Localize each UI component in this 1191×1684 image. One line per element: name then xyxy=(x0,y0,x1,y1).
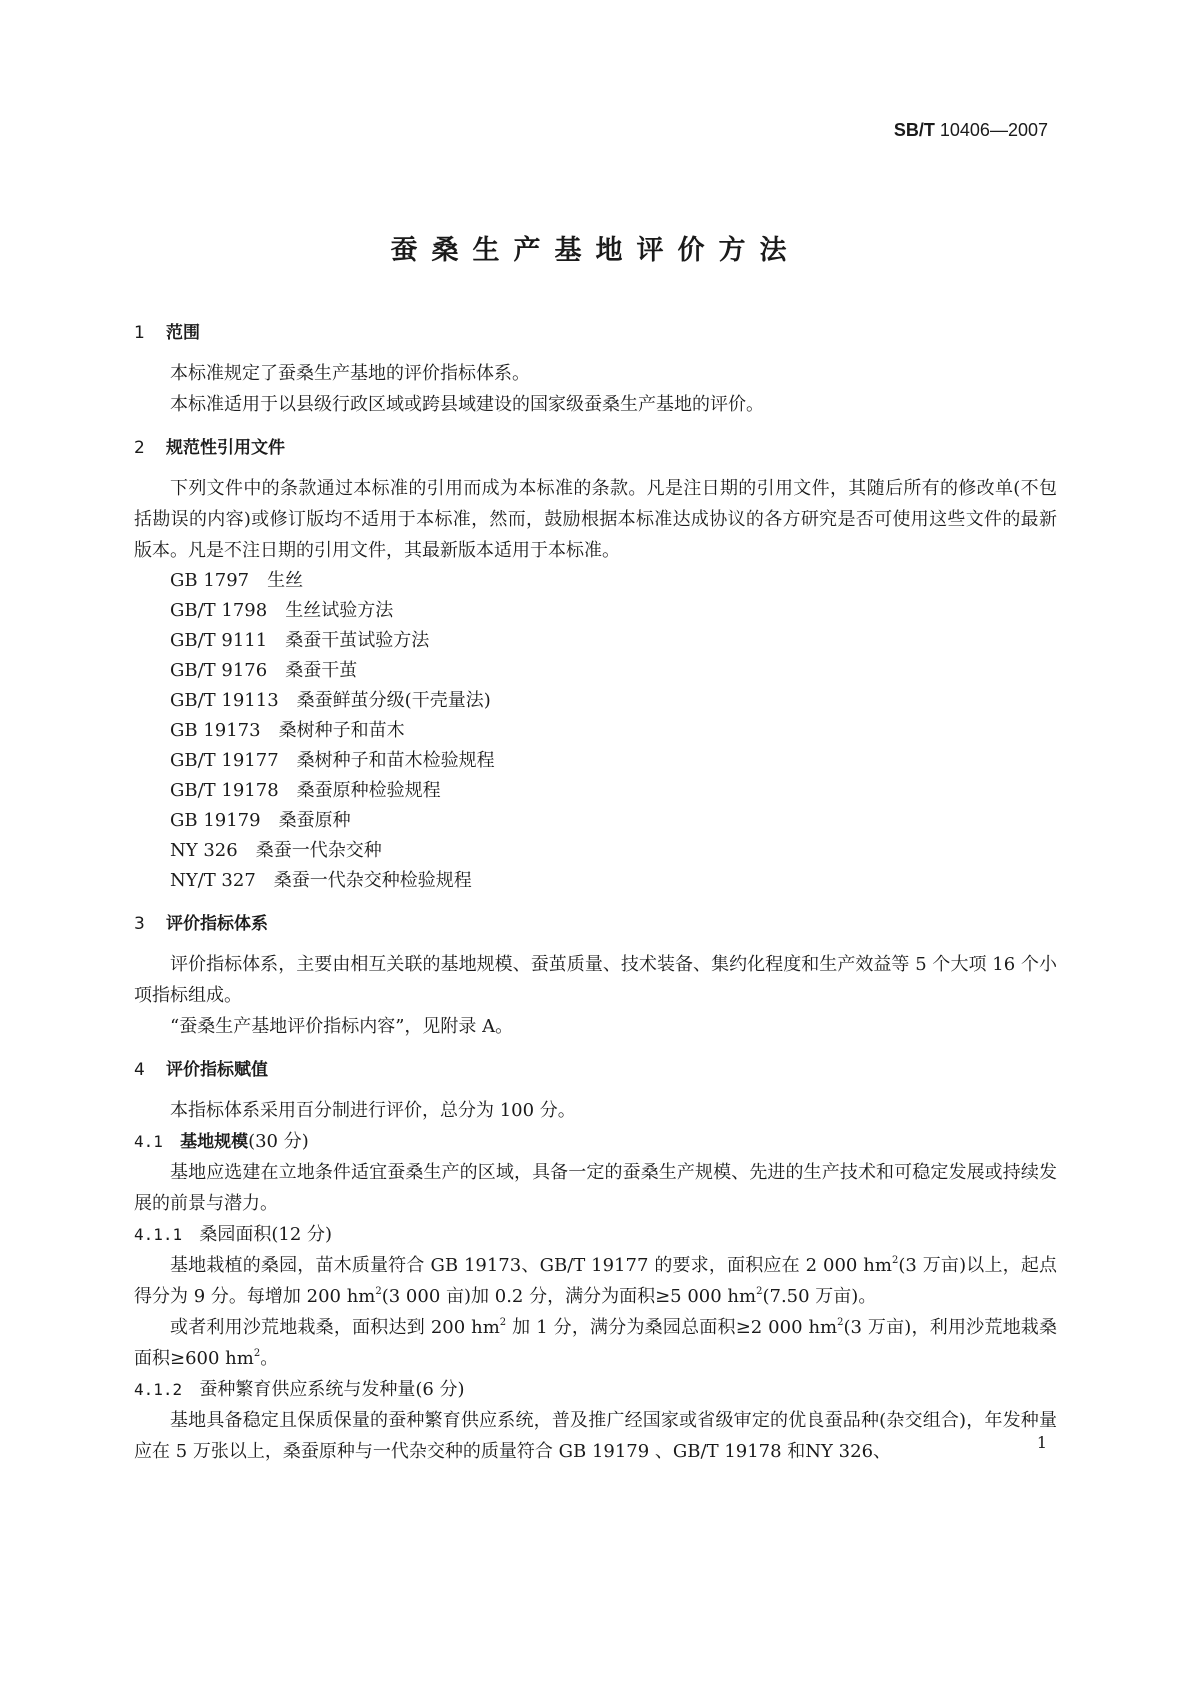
reference-title: 桑蚕一代杂交种检验规程 xyxy=(273,870,472,891)
subsection-4-1-heading xyxy=(134,1126,1057,1157)
subsection-number: 4.1.1 xyxy=(134,1225,183,1244)
reference-title: 桑蚕鲜茧分级(干壳量法) xyxy=(296,690,491,711)
reference-item xyxy=(134,716,1057,746)
standard-code xyxy=(894,120,1048,141)
paragraph: “蚕桑生产基地评价指标内容”，见附录 A。 xyxy=(170,1016,514,1037)
document-title: 蚕桑生产基地评价方法 xyxy=(390,235,801,266)
section-1-heading xyxy=(134,318,1057,348)
reference-code: GB/T 19113 xyxy=(170,690,279,711)
section-title: 评价指标体系 xyxy=(166,914,268,934)
reference-item xyxy=(134,566,1057,596)
section-2-heading xyxy=(134,433,1057,463)
section-4-heading xyxy=(134,1055,1057,1085)
reference-list xyxy=(134,566,1057,896)
reference-item xyxy=(134,596,1057,626)
reference-code: GB 19179 xyxy=(170,810,261,831)
paragraph: 本指标体系采用百分制进行评价，总分为 100 分。 xyxy=(170,1100,576,1121)
reference-code: NY 326 xyxy=(170,840,238,861)
reference-title: 桑树种子和苗木 xyxy=(278,720,405,741)
section-number: 2 xyxy=(134,438,145,458)
subsection-number: 4.1 xyxy=(134,1132,163,1151)
subsection-4-1-2-heading xyxy=(134,1374,1057,1405)
reference-item xyxy=(134,836,1057,866)
subsection-title: 桑园面积(12 分) xyxy=(199,1224,333,1245)
section-number: 4 xyxy=(134,1060,145,1080)
paragraph: 下列文件中的条款通过本标准的引用而成为本标准的条款。凡是注日期的引用文件，其随后所有的修改单(不包括勘误的内容)或修订版均不适用于本标准，然而，鼓励根据本标准达成协议的各方研究是否可使用这些文件的最新版本。凡是不注日期的引用文件，其最新版本适用于本标准。 xyxy=(134,478,1057,561)
paragraph: 基地具备稳定且保质保量的蚕种繁育供应系统，普及推广经国家或省级审定的优良蚕品种(杂交组合)，年发种量应在 5 万张以上，桑蚕原种与一代杂交种的质量符合 GB 19179 、GB/T 19178 和NY 326、 xyxy=(134,1410,1057,1462)
subsection-title: 基地规模 xyxy=(180,1132,249,1152)
reference-item xyxy=(134,776,1057,806)
subsection-title: 蚕种繁育供应系统与发种量(6 分) xyxy=(199,1379,465,1400)
reference-item xyxy=(134,686,1057,716)
reference-item xyxy=(134,806,1057,836)
paragraph: 评价指标体系，主要由相互关联的基地规模、蚕茧质量、技术装备、集约化程度和生产效益等 5 个大项 16 个小项指标组成。 xyxy=(134,954,1057,1006)
reference-code: GB/T 9176 xyxy=(170,660,268,681)
section-3-heading xyxy=(134,909,1057,939)
reference-title: 生丝试验方法 xyxy=(285,600,394,621)
document-body xyxy=(134,318,1057,1467)
subsection-score: (30 分) xyxy=(248,1131,309,1152)
reference-title: 桑蚕原种检验规程 xyxy=(296,780,441,801)
reference-code: GB 1797 xyxy=(170,570,250,591)
reference-item xyxy=(134,866,1057,896)
reference-code: GB/T 1798 xyxy=(170,600,268,621)
section-number: 1 xyxy=(134,323,145,343)
standard-code-number: 10406—2007 xyxy=(934,120,1048,140)
page-number: 1 xyxy=(1036,1433,1047,1452)
reference-item xyxy=(134,746,1057,776)
subsection-4-1-1-heading xyxy=(134,1219,1057,1250)
reference-title: 桑蚕一代杂交种 xyxy=(255,840,382,861)
reference-item xyxy=(134,626,1057,656)
section-number: 3 xyxy=(134,914,145,934)
reference-title: 桑树种子和苗木检验规程 xyxy=(296,750,495,771)
paragraph-sandy-land: 或者利用沙荒地栽桑，面积达到 200 $hm^2$ 加 1 分，满分为桑园总面积≥2 000 $hm^2(3$ 万亩)，利用沙荒地栽桑面积≥600 $hm^2$。 xyxy=(134,1317,1057,1369)
reference-code: GB/T 19177 xyxy=(170,750,279,771)
subsection-number: 4.1.2 xyxy=(134,1380,183,1399)
reference-title: 生丝 xyxy=(267,570,304,591)
section-title: 范围 xyxy=(166,323,200,343)
reference-title: 桑蚕干茧 xyxy=(285,660,358,681)
standard-code-prefix: SB/T xyxy=(893,120,935,140)
paragraph-mulberry-area: 基地栽植的桑园，苗木质量符合 GB 19173、GB/T 19177 的要求，面积应在 2 000 $hm^2(3$ 万亩)以上，起点得分为 9 分。每增加 200 $hm^2(3$ 000 亩)加 0.2 分，满分为面积≥5 000 $hm^2(7.50$ 万亩)。 xyxy=(134,1255,1057,1307)
paragraph: 基地应选建在立地条件适宜蚕桑生产的区域，具备一定的蚕桑生产规模、先进的生产技术和可稳定发展或持续发展的前景与潜力。 xyxy=(134,1162,1057,1214)
reference-code: GB/T 9111 xyxy=(170,630,268,651)
reference-code: NY/T 327 xyxy=(170,870,256,891)
section-title: 规范性引用文件 xyxy=(166,438,285,458)
reference-code: GB 19173 xyxy=(170,720,261,741)
reference-item xyxy=(134,656,1057,686)
reference-title: 桑蚕原种 xyxy=(278,810,351,831)
paragraph: 本标准适用于以县级行政区域或跨县域建设的国家级蚕桑生产基地的评价。 xyxy=(170,394,764,415)
reference-title: 桑蚕干茧试验方法 xyxy=(285,630,430,651)
section-title: 评价指标赋值 xyxy=(166,1060,268,1080)
reference-code: GB/T 19178 xyxy=(170,780,279,801)
paragraph: 本标准规定了蚕桑生产基地的评价指标体系。 xyxy=(170,363,530,384)
